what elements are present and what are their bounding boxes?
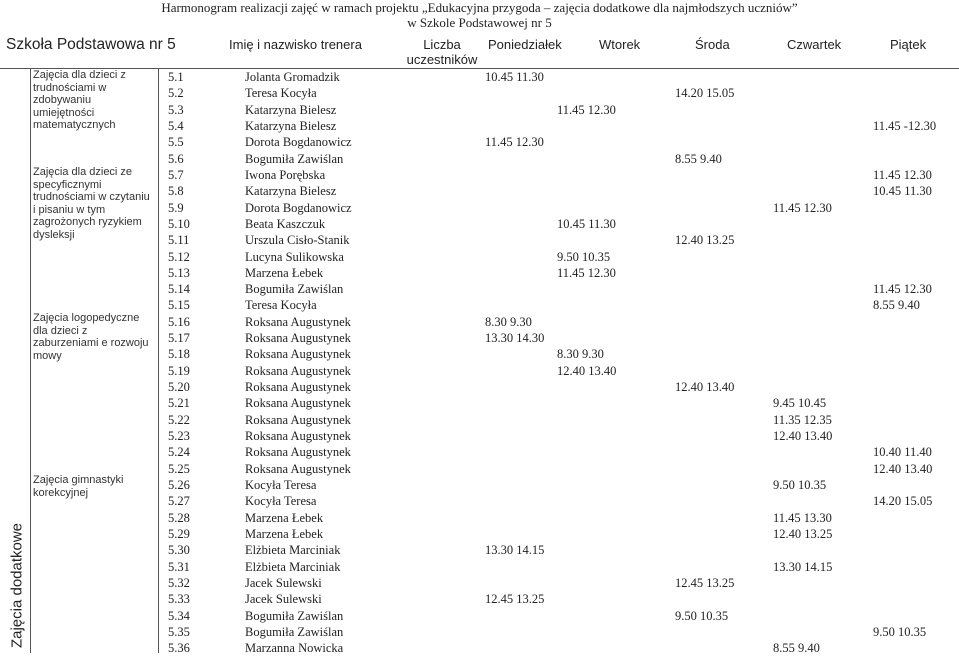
session-time: 13.30 14.15 [485,543,545,558]
row-id: 5.2 [168,86,184,101]
trainer-name: Kocyła Teresa [245,478,317,492]
row-id: 5.22 [168,412,190,427]
table-row [0,510,959,526]
row-id: 5.11 [168,233,190,248]
session-time: 12.40 13.40 [773,429,833,444]
school-name: Szkoła Podstawowa nr 5 [6,36,176,53]
session-time: 11.45 12.30 [873,167,932,182]
table-row [0,281,959,297]
session-time: 11.45 12.30 [873,282,932,297]
session-time: 11.45 12.30 [485,135,544,150]
trainer-name: Elżbieta Marciniak [245,543,341,558]
session-time: 9.50 10.35 [557,249,611,264]
row-id: 5.5 [168,135,184,150]
session-time: 12.40 13.40 [557,363,617,378]
table-row [0,183,959,199]
session-time: 11.45 12.30 [773,200,832,215]
trainer-name: Iwona Porębska [245,167,326,182]
row-id: 5.27 [168,494,190,509]
row-id: 5.15 [168,298,190,313]
trainer-name: Jacek Sulewski [245,592,322,607]
table-row [0,395,959,411]
table-row [0,542,959,558]
row-id: 5.8 [168,184,184,199]
trainer-name: Roksana Augustynek [245,380,351,395]
session-time: 13.30 14.30 [485,331,545,346]
session-time: 9.45 10.45 [773,396,827,411]
trainer-name: Urszula Cisło-Stanik [245,233,350,248]
row-id: 5.34 [168,608,190,623]
group-gymnastics: Zajęcia gimnastyki korekcyjnej [33,474,124,499]
trainer-name: Katarzyna Bielesz [245,118,337,133]
table-row [0,575,959,591]
table-row [0,314,959,330]
session-time: 8.55 9.40 [873,298,920,313]
trainer-name: Marzena Łebek [245,526,324,541]
session-time: 12.40 13.40 [873,461,933,476]
trainer-name: Lucyna Sulikowska [245,249,344,264]
table-row [0,102,959,118]
header-tuesday: Wtorek [599,37,641,52]
row-id: 5.20 [168,380,190,395]
session-time: 14.20 15.05 [873,494,933,509]
trainer-name: Katarzyna Bielesz [245,102,337,117]
table-row [0,151,959,167]
header-wednesday: Środa [695,37,730,52]
row-id: 5.18 [168,347,190,362]
table-row [0,167,959,183]
row-id: 5.13 [168,265,190,280]
session-time: 10.45 11.30 [485,70,544,84]
row-id: 5.6 [168,151,184,166]
trainer-name: Roksana Augustynek [245,412,351,427]
table-row [0,297,959,313]
trainer-name: Teresa Kocyła [245,86,317,101]
session-time: 13.30 14.15 [773,559,833,574]
trainer-name: Roksana Augustynek [245,445,351,460]
row-id: 5.21 [168,396,190,411]
session-time: 12.45 13.25 [675,575,735,590]
row-id: 5.16 [168,314,190,329]
row-id: 5.26 [168,478,190,492]
row-id: 5.9 [168,200,184,215]
session-time: 11.45 12.30 [557,102,616,117]
table-row [0,69,959,85]
row-id: 5.12 [168,249,190,264]
trainer-name: Marzena Łebek [245,265,324,280]
table-row [0,526,959,542]
session-time: 8.55 9.40 [773,641,820,656]
trainer-name: Roksana Augustynek [245,347,351,362]
side-label: Zajęcia dodatkowe [8,522,26,649]
row-id: 5.17 [168,331,190,346]
trainer-name: Roksana Augustynek [245,461,351,476]
trainer-name: Bogumiła Zawiślan [245,624,344,639]
row-id: 5.3 [168,102,184,117]
document-title: Harmonogram realizacji zajęć w ramach projektu „Edukacyjna przygoda – zajęcia dodatkowe dla najmłodszych uczniów” [161,0,798,15]
session-time: 10.45 11.30 [873,184,932,199]
trainer-name: Roksana Augustynek [245,331,351,346]
header-thursday: Czwartek [787,37,842,52]
session-time: 12.45 13.25 [485,592,545,607]
row-id: 5.24 [168,445,190,460]
trainer-name: Roksana Augustynek [245,396,351,411]
session-time: 14.20 15.05 [675,86,735,101]
row-id: 5.1 [168,70,184,84]
table-row [0,249,959,265]
header-participants: Liczba uczestników [406,37,478,67]
trainer-name: Bogumiła Zawiślan [245,282,344,297]
row-id: 5.10 [168,216,190,231]
table-row [0,559,959,575]
session-time: 11.45 12.30 [557,265,616,280]
table-row [0,379,959,395]
table-row [0,265,959,281]
row-id: 5.25 [168,461,190,476]
table-row [0,412,959,428]
row-id: 5.36 [168,641,190,656]
table-row [0,477,959,493]
group-speech: Zajęcia logopedyczne dla dzieci z zaburzeniami e rozwoju mowy [33,312,149,362]
trainer-name: Roksana Augustynek [245,363,351,378]
row-id: 5.14 [168,282,190,297]
trainer-name: Beata Kaszczuk [245,216,326,231]
table-row [0,461,959,477]
row-id: 5.4 [168,118,184,133]
row-id: 5.31 [168,559,190,574]
table-row [0,493,959,509]
session-time: 10.45 11.30 [557,216,616,231]
trainer-name: Bogumiła Zawiślan [245,608,344,623]
row-id: 5.7 [168,167,184,182]
table-row [0,444,959,460]
trainer-name: Kocyła Teresa [245,494,317,509]
trainer-name: Katarzyna Bielesz [245,184,337,199]
row-id: 5.35 [168,624,190,639]
table-row [0,216,959,232]
session-time: 11.45 13.30 [773,510,832,525]
trainer-name: Bogumiła Zawiślan [245,151,344,166]
trainer-name: Elżbieta Marciniak [245,559,341,574]
session-time: 9.50 10.35 [773,478,827,492]
row-id: 5.29 [168,526,190,541]
trainer-name: Teresa Kocyła [245,298,317,313]
trainer-name: Roksana Augustynek [245,314,351,329]
session-time: 11.45 -12.30 [873,118,937,133]
row-id: 5.30 [168,543,190,558]
session-time: 11.35 12.35 [773,412,832,427]
header-monday: Poniedziałek [488,37,562,52]
table-row [0,591,959,607]
row-id: 5.32 [168,575,190,590]
session-time: 8.30 9.30 [485,314,532,329]
header-friday: Piątek [890,37,927,52]
trainer-name: Dorota Bogdanowicz [245,200,352,215]
table-row [0,428,959,444]
session-time: 8.55 9.40 [675,151,722,166]
row-id: 5.28 [168,510,190,525]
table-row [0,330,959,346]
session-time: 12.40 13.25 [773,526,833,541]
table-row [0,134,959,150]
trainer-name: Jolanta Gromadzik [245,70,340,84]
header-trainer: Imię i nazwisko trenera [229,37,362,52]
row-id: 5.33 [168,592,190,607]
table-row [0,85,959,101]
trainer-name: Dorota Bogdanowicz [245,135,352,150]
session-time: 12.40 13.40 [675,380,735,395]
row-id: 5.23 [168,429,190,444]
session-time: 9.50 10.35 [675,608,729,623]
table-row [0,608,959,624]
group-dyslexia: Zajęcia dla dzieci ze specyficznymi trudnościami w czytaniu i pisaniu w tym zagrożonych ryzykiem dysleksji [33,166,150,241]
table-row [0,363,959,379]
session-time: 8.30 9.30 [557,347,604,362]
table-row [0,640,959,656]
trainer-name: Marzanna Nowicka [245,641,344,656]
trainer-name: Marzena Łebek [245,510,324,525]
table-row [0,624,959,640]
table-row [0,232,959,248]
table-row [0,200,959,216]
trainer-name: Jacek Sulewski [245,575,322,590]
table-row [0,118,959,134]
trainer-name: Roksana Augustynek [245,429,351,444]
document-subtitle: w Szkole Podstawowej nr 5 [407,15,552,30]
session-time: 12.40 13.25 [675,233,735,248]
group-math: Zajęcia dla dzieci z trudnościami w zdobywaniu umiejętności matematycznych [33,69,126,132]
row-id: 5.19 [168,363,190,378]
table-row [0,346,959,362]
session-time: 10.40 11.40 [873,445,932,460]
session-time: 9.50 10.35 [873,624,927,639]
